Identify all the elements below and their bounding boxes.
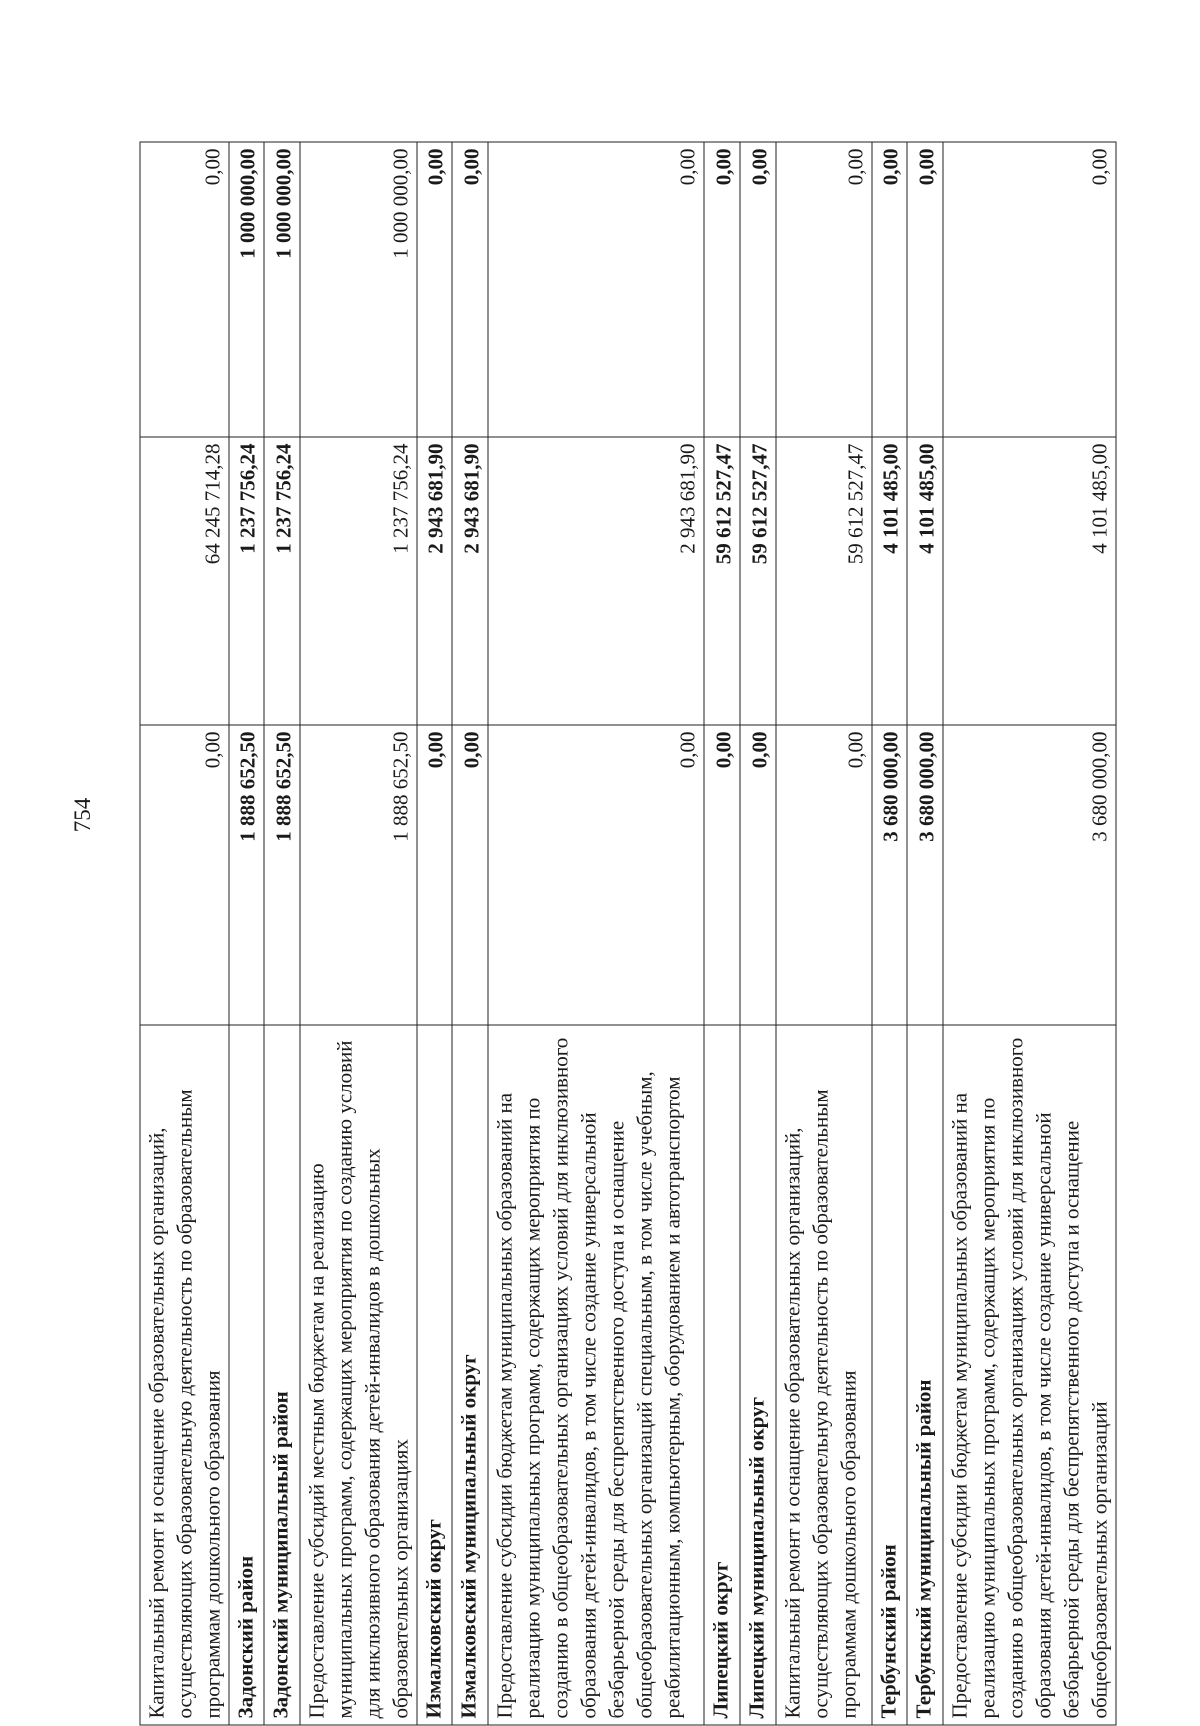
row-label: Задонский муниципальный район: [264, 1025, 300, 1725]
row-label: Предоставление субсидии бюджетам муниципальных образований на реализацию муниципальных программ, содержащих мероприятия по созданию в общеобразовательных организациях условий для инклюзивного образования детей-инвалидов, в том числе создание универсальной безбарьерной среды для беспрепятственного доступа и оснащение общеобразовательных организаций специальным, в том числе учебным, реабилитационным, компьютерным, оборудованием и автотранспортом: [488, 1025, 704, 1725]
value-col-3: 0,00: [872, 142, 907, 437]
row-label: Предоставление субсидий местным бюджетам на реализацию муниципальных программ, содержащих мероприятия по созданию условий для инклюзивного образования детей-инвалидов в дошкольных образовательных организациях: [300, 1025, 417, 1725]
table-row: [140, 142, 229, 1725]
value-col-3: 1 000 000,00: [229, 142, 264, 437]
table-body: [140, 142, 1116, 1725]
table-row: [704, 142, 740, 1725]
row-label: Липецкий округ: [704, 1025, 740, 1725]
row-label: Измалковский муниципальный округ: [452, 1025, 488, 1725]
value-col-1: 3 680 000,00: [872, 725, 907, 1025]
table-row: [452, 142, 488, 1725]
value-col-2: 2 943 681,90: [488, 437, 704, 725]
value-col-1: 0,00: [488, 725, 704, 1025]
table-row: [776, 142, 872, 1725]
budget-table-rotated: [139, 143, 1125, 1726]
value-col-3: 0,00: [704, 142, 740, 437]
value-col-1: 0,00: [417, 725, 452, 1025]
value-col-2: 2 943 681,90: [417, 437, 452, 725]
value-col-2: 2 943 681,90: [452, 437, 488, 725]
table-row: [264, 142, 300, 1725]
table-row: [907, 142, 943, 1725]
value-col-2: 1 237 756,24: [229, 437, 264, 725]
row-label: Предоставление субсидии бюджетам муниципальных образований на реализацию муниципальных программ, содержащих мероприятия по созданию в общеобразовательных организациях условий для инклюзивного образования детей-инвалидов, в том числе создание универсальной безбарьерной среды для беспрепятственного доступа и оснащение общеобразовательных организаций: [943, 1025, 1116, 1725]
value-col-2: 4 101 485,00: [907, 437, 943, 725]
value-col-3: 0,00: [740, 142, 776, 437]
budget-table: [139, 142, 1116, 1726]
value-col-3: 0,00: [452, 142, 488, 437]
table-row: [943, 142, 1116, 1725]
value-col-1: 1 888 652,50: [229, 725, 264, 1025]
value-col-1: 0,00: [776, 725, 872, 1025]
table-row: [417, 142, 452, 1725]
value-col-2: 1 237 756,24: [264, 437, 300, 725]
value-col-1: 0,00: [740, 725, 776, 1025]
row-label: Задонский район: [229, 1025, 264, 1725]
value-col-3: 0,00: [140, 142, 229, 437]
value-col-1: 0,00: [704, 725, 740, 1025]
value-col-1: 3 680 000,00: [943, 725, 1116, 1025]
value-col-1: 1 888 652,50: [300, 725, 417, 1025]
value-col-3: 0,00: [488, 142, 704, 437]
table-row: [229, 142, 264, 1725]
row-label: Капитальный ремонт и оснащение образовательных организаций, осуществляющих образовательную деятельность по образовательным программам дошкольного образования: [140, 1025, 229, 1725]
row-label: Тербунский муниципальный район: [907, 1025, 943, 1725]
value-col-1: 3 680 000,00: [907, 725, 943, 1025]
row-label: Измалковский округ: [417, 1025, 452, 1725]
value-col-2: 59 612 527,47: [740, 437, 776, 725]
value-col-1: 1 888 652,50: [264, 725, 300, 1025]
value-col-3: 0,00: [943, 142, 1116, 437]
table-row: [488, 142, 704, 1725]
value-col-3: 0,00: [776, 142, 872, 437]
value-col-2: 1 237 756,24: [300, 437, 417, 725]
value-col-1: 0,00: [452, 725, 488, 1025]
value-col-2: 59 612 527,47: [704, 437, 740, 725]
table-row: [872, 142, 907, 1725]
page-number: 754: [70, 797, 95, 833]
table-row: [300, 142, 417, 1725]
value-col-2: 64 245 714,28: [140, 437, 229, 725]
value-col-3: 0,00: [417, 142, 452, 437]
row-label: Тербунский район: [872, 1025, 907, 1725]
value-col-3: 1 000 000,00: [264, 142, 300, 437]
value-col-2: 59 612 527,47: [776, 437, 872, 725]
value-col-2: 4 101 485,00: [943, 437, 1116, 725]
value-col-2: 4 101 485,00: [872, 437, 907, 725]
row-label: Липецкий муниципальный округ: [740, 1025, 776, 1725]
value-col-3: 1 000 000,00: [300, 142, 417, 437]
table-row: [740, 142, 776, 1725]
value-col-3: 0,00: [907, 142, 943, 437]
value-col-1: 0,00: [140, 725, 229, 1025]
row-label: Капитальный ремонт и оснащение образовательных организаций, осуществляющих образовательную деятельность по образовательным программам дошкольного образования: [776, 1025, 872, 1725]
